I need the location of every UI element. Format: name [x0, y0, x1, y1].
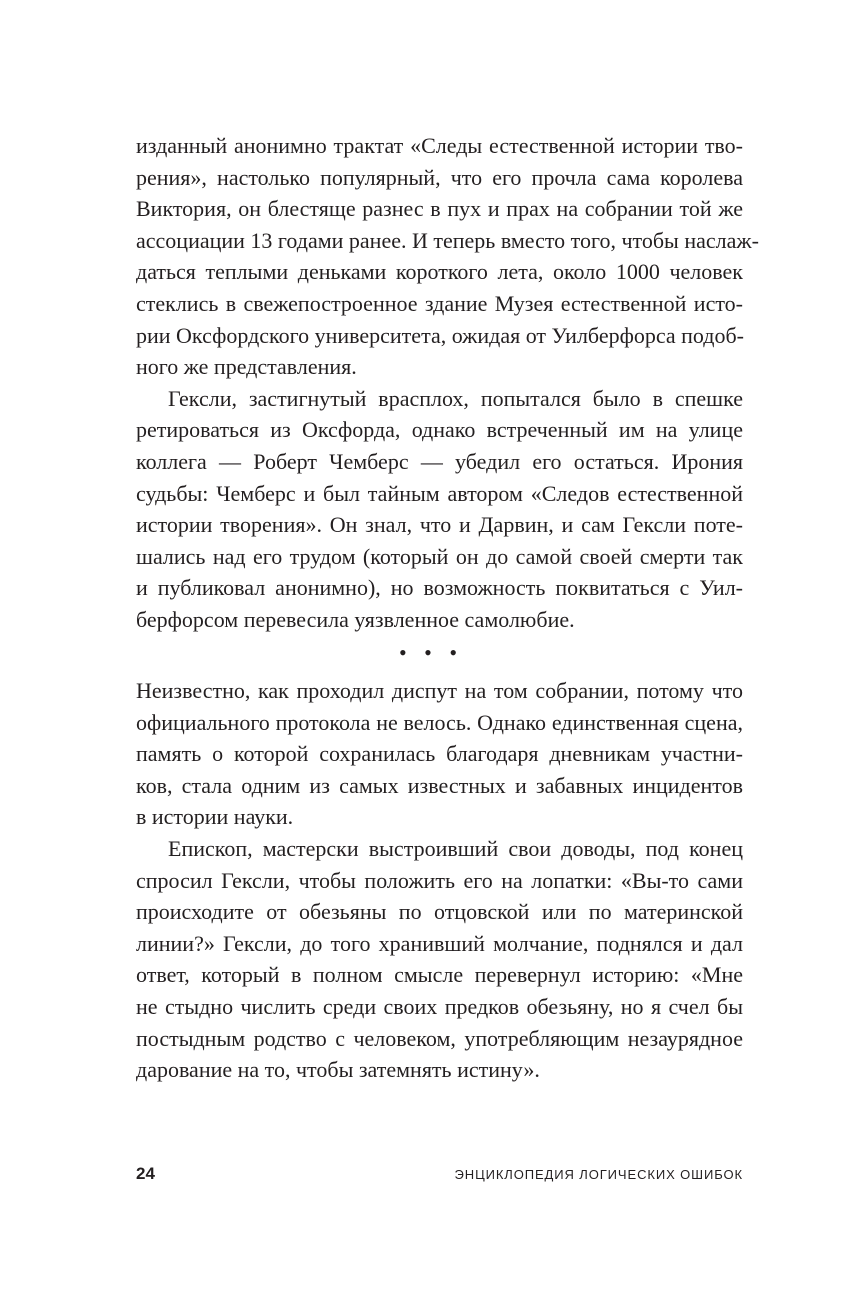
text-line: рии Оксфордского университета, ожидая от Уилберфорса подоб- [136, 322, 745, 348]
text-line: ков, стала одним из самых известных и забавных инцидентов [136, 772, 743, 798]
text-line: в истории науки. [136, 804, 294, 830]
text-line: дарование на то, чтобы затемнять истину». [136, 1057, 540, 1083]
text-line: стеклись в свежепостроенное здание Музея естественной исто- [136, 290, 743, 316]
text-line: истории творения». Он знал, что и Дарвин, и сам Гексли поте- [136, 512, 743, 538]
text-line: изданный анонимно трактат «Следы естественной истории тво- [136, 133, 743, 158]
text-line: спросил Гексли, чтобы положить его на лопатки: «Вы-то сами [136, 867, 743, 893]
running-footer-title: ЭНЦИКЛОПЕДИЯ ЛОГИЧЕСКИХ ОШИБОК [454, 1167, 743, 1182]
text-line: берфорсом перевесила уязвленное самолюбие. [136, 606, 575, 632]
text-line: коллега — Роберт Чемберс — убедил его остаться. Ирония [136, 448, 743, 474]
text-line: ассоциации 13 годами ранее. И теперь вместо того, чтобы наслаж- [136, 227, 759, 253]
text-line: рения», настолько популярный, что его прочла сама королева [136, 164, 743, 190]
section-separator: • • • [398, 640, 464, 665]
text-line: происходите от обезьяны по отцовской или по материнской [136, 899, 743, 925]
text-line: память о которой сохранилась благодаря дневникам участни- [136, 741, 743, 767]
text-section-1 [136, 130, 759, 636]
text-line: судьбы: Чемберс и был тайным автором «Следов естественной [136, 480, 743, 506]
text-line: линии?» Гексли, до того хранивший молчание, поднялся и дал [136, 930, 743, 956]
text-line: Неизвестно, как проходил диспут на том собрании, потому что [136, 678, 743, 703]
text-line: Гексли, застигнутый врасплох, попытался было в спешке [168, 385, 743, 411]
text-line: и публиковал анонимно), но возможность поквитаться с Уил- [136, 575, 743, 601]
text-line: Епископ, мастерски выстроивший свои доводы, под конец [168, 835, 743, 861]
text-line: ретироваться из Оксфорда, однако встреченный им на улице [136, 417, 743, 443]
text-line: ответ, который в полном смысле перевернул историю: «Мне [136, 962, 743, 988]
text-line: официального протокола не велось. Однако единственная сцена, [136, 709, 743, 735]
text-section-2 [136, 675, 743, 1086]
text-line: не стыдно числить среди своих предков обезьяну, но я счел бы [136, 993, 743, 1019]
text-line: ного же представления. [136, 354, 357, 380]
page-number: 24 [136, 1164, 155, 1183]
text-line: шались над его трудом (который он до самой своей смерти так [136, 543, 743, 569]
text-line: Виктория, он блестяще разнес в пух и прах на собрании той же [136, 196, 743, 222]
text-line: постыдным родство с человеком, употребляющим незаурядное [136, 1025, 743, 1051]
text-line: даться теплыми деньками короткого лета, около 1000 человек [136, 259, 743, 285]
